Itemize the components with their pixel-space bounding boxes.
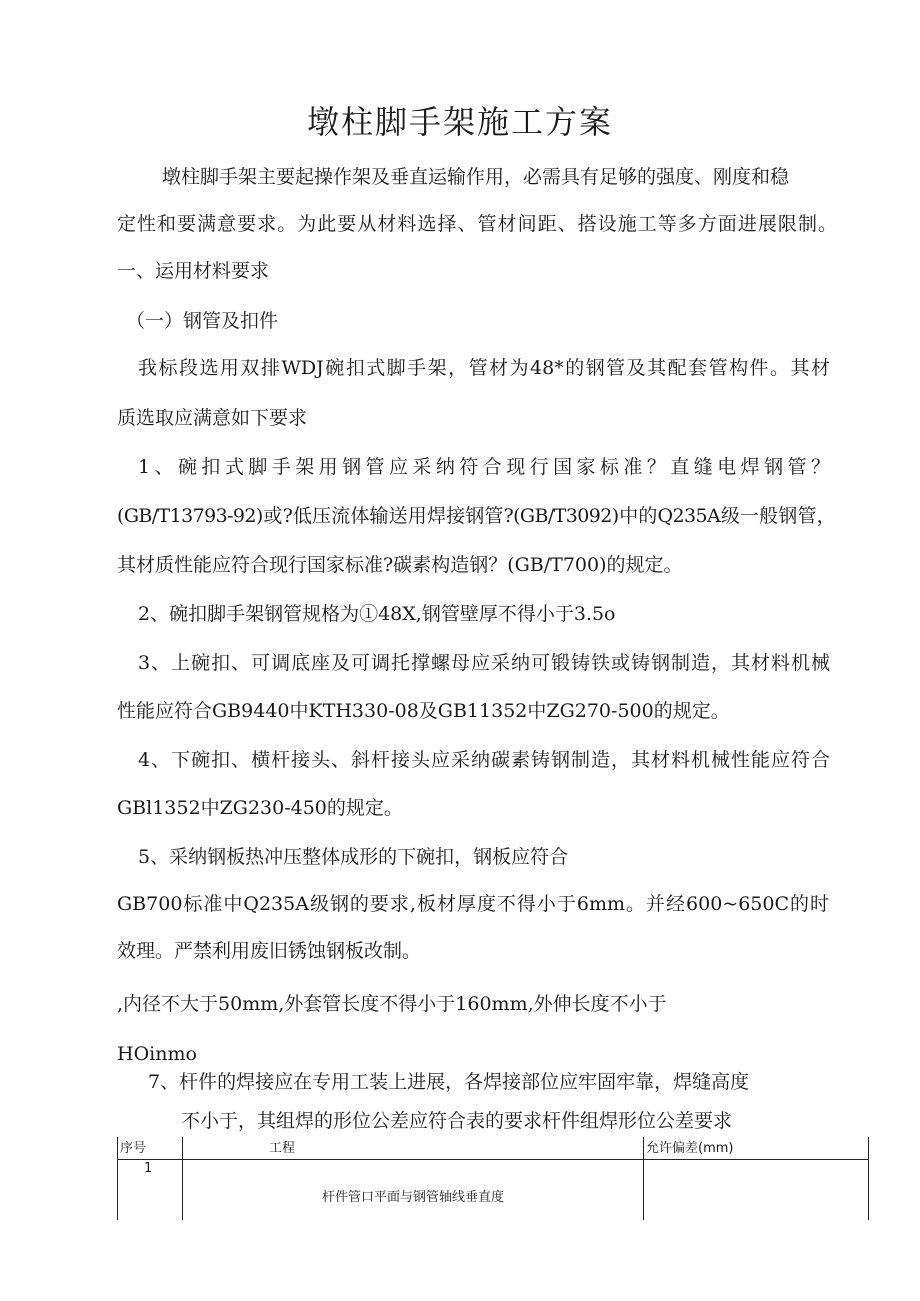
table-header-row <box>118 1137 869 1160</box>
paragraph-line: 7、杆件的焊接应在专用工装上进展，各焊接部位应牢固牢靠，焊缝高度 <box>148 1071 750 1093</box>
table-header-cell: 序号 <box>118 1137 183 1160</box>
paragraph-line: 4、下碗扣、横杆接头、斜杆接头应采纳碳素铸钢制造，其材料机械性能应符合 <box>138 749 830 771</box>
paragraph-line: 其材质性能应符合现行国家标准?碳素构造钢？(GB/T700)的规定。 <box>117 554 683 576</box>
document-title: 墩柱脚手架施工方案 <box>306 103 613 141</box>
section-heading: 一、运用材料要求 <box>117 260 270 282</box>
paragraph-line: 1、碗扣式脚手架用钢管应采纳符合现行国家标准？直缝电焊钢管？ <box>138 456 830 478</box>
paragraph-line: ,内径不大于50mm,外套管长度不得小于160mm,外伸长度不小于 <box>117 993 667 1015</box>
paragraph-line: 3、上碗扣、可调底座及可调托撑螺母应采纳可锻铸铁或铸钢制造，其材料机械 <box>138 652 830 674</box>
paragraph-line: 质选取应满意如下要求 <box>117 407 308 429</box>
table-row <box>118 1160 869 1221</box>
paragraph-line: GB700标准中Q235A级钢的要求,板材厚度不得小于6mm。并经600~650C的时 <box>117 893 829 915</box>
subsection-heading: （一）钢管及扣件 <box>126 310 279 332</box>
table-cell <box>644 1160 869 1221</box>
table-cell: 杆件管口平面与钢管轴线垂直度 <box>183 1160 644 1221</box>
table-header-cell: 工程 <box>183 1137 644 1160</box>
paragraph-line: 性能应符合GB9440中KTH330-08及GB11352中ZG270-500的规定。 <box>117 700 730 722</box>
table-caption: 不小于，其组焊的形位公差应符合表的要求杆件组焊形位公差要求 <box>181 1110 733 1132</box>
paragraph-line: (GB/T13793-92)或?低压流体输送用焊接钢管?(GB/T3092)中的Q235A级一般钢管， <box>117 505 835 527</box>
paragraph-line: 2、碗扣脚手架钢管规格为①48X,钢管壁厚不得小于3.5o <box>138 603 616 625</box>
paragraph-line: 定性和要满意要求。为此要从材料选择、管材间距、搭设施工等多方面进展限制。 <box>117 213 837 235</box>
table-cell: 1 <box>118 1160 183 1221</box>
paragraph-line: 我标段选用双排WDJ碗扣式脚手架，管材为48*的钢管及其配套管构件。其材 <box>138 357 830 379</box>
paragraph-line: GBl1352中ZG230-450的规定。 <box>117 797 403 819</box>
paragraph-line: 效理。严禁利用废旧锈蚀钢板改制。 <box>117 940 422 962</box>
paragraph-line: HOinmo <box>117 1043 197 1065</box>
paragraph-line: 墩柱脚手架主要起操作架及垂直运输作用，必需具有足够的强度、刚度和稳 <box>162 166 790 188</box>
paragraph-line: 5、采纳钢板热冲压整体成形的下碗扣，钢板应符合 <box>138 846 569 868</box>
tolerance-table <box>117 1137 869 1220</box>
table-header-cell: 允许偏差(mm) <box>644 1137 869 1160</box>
